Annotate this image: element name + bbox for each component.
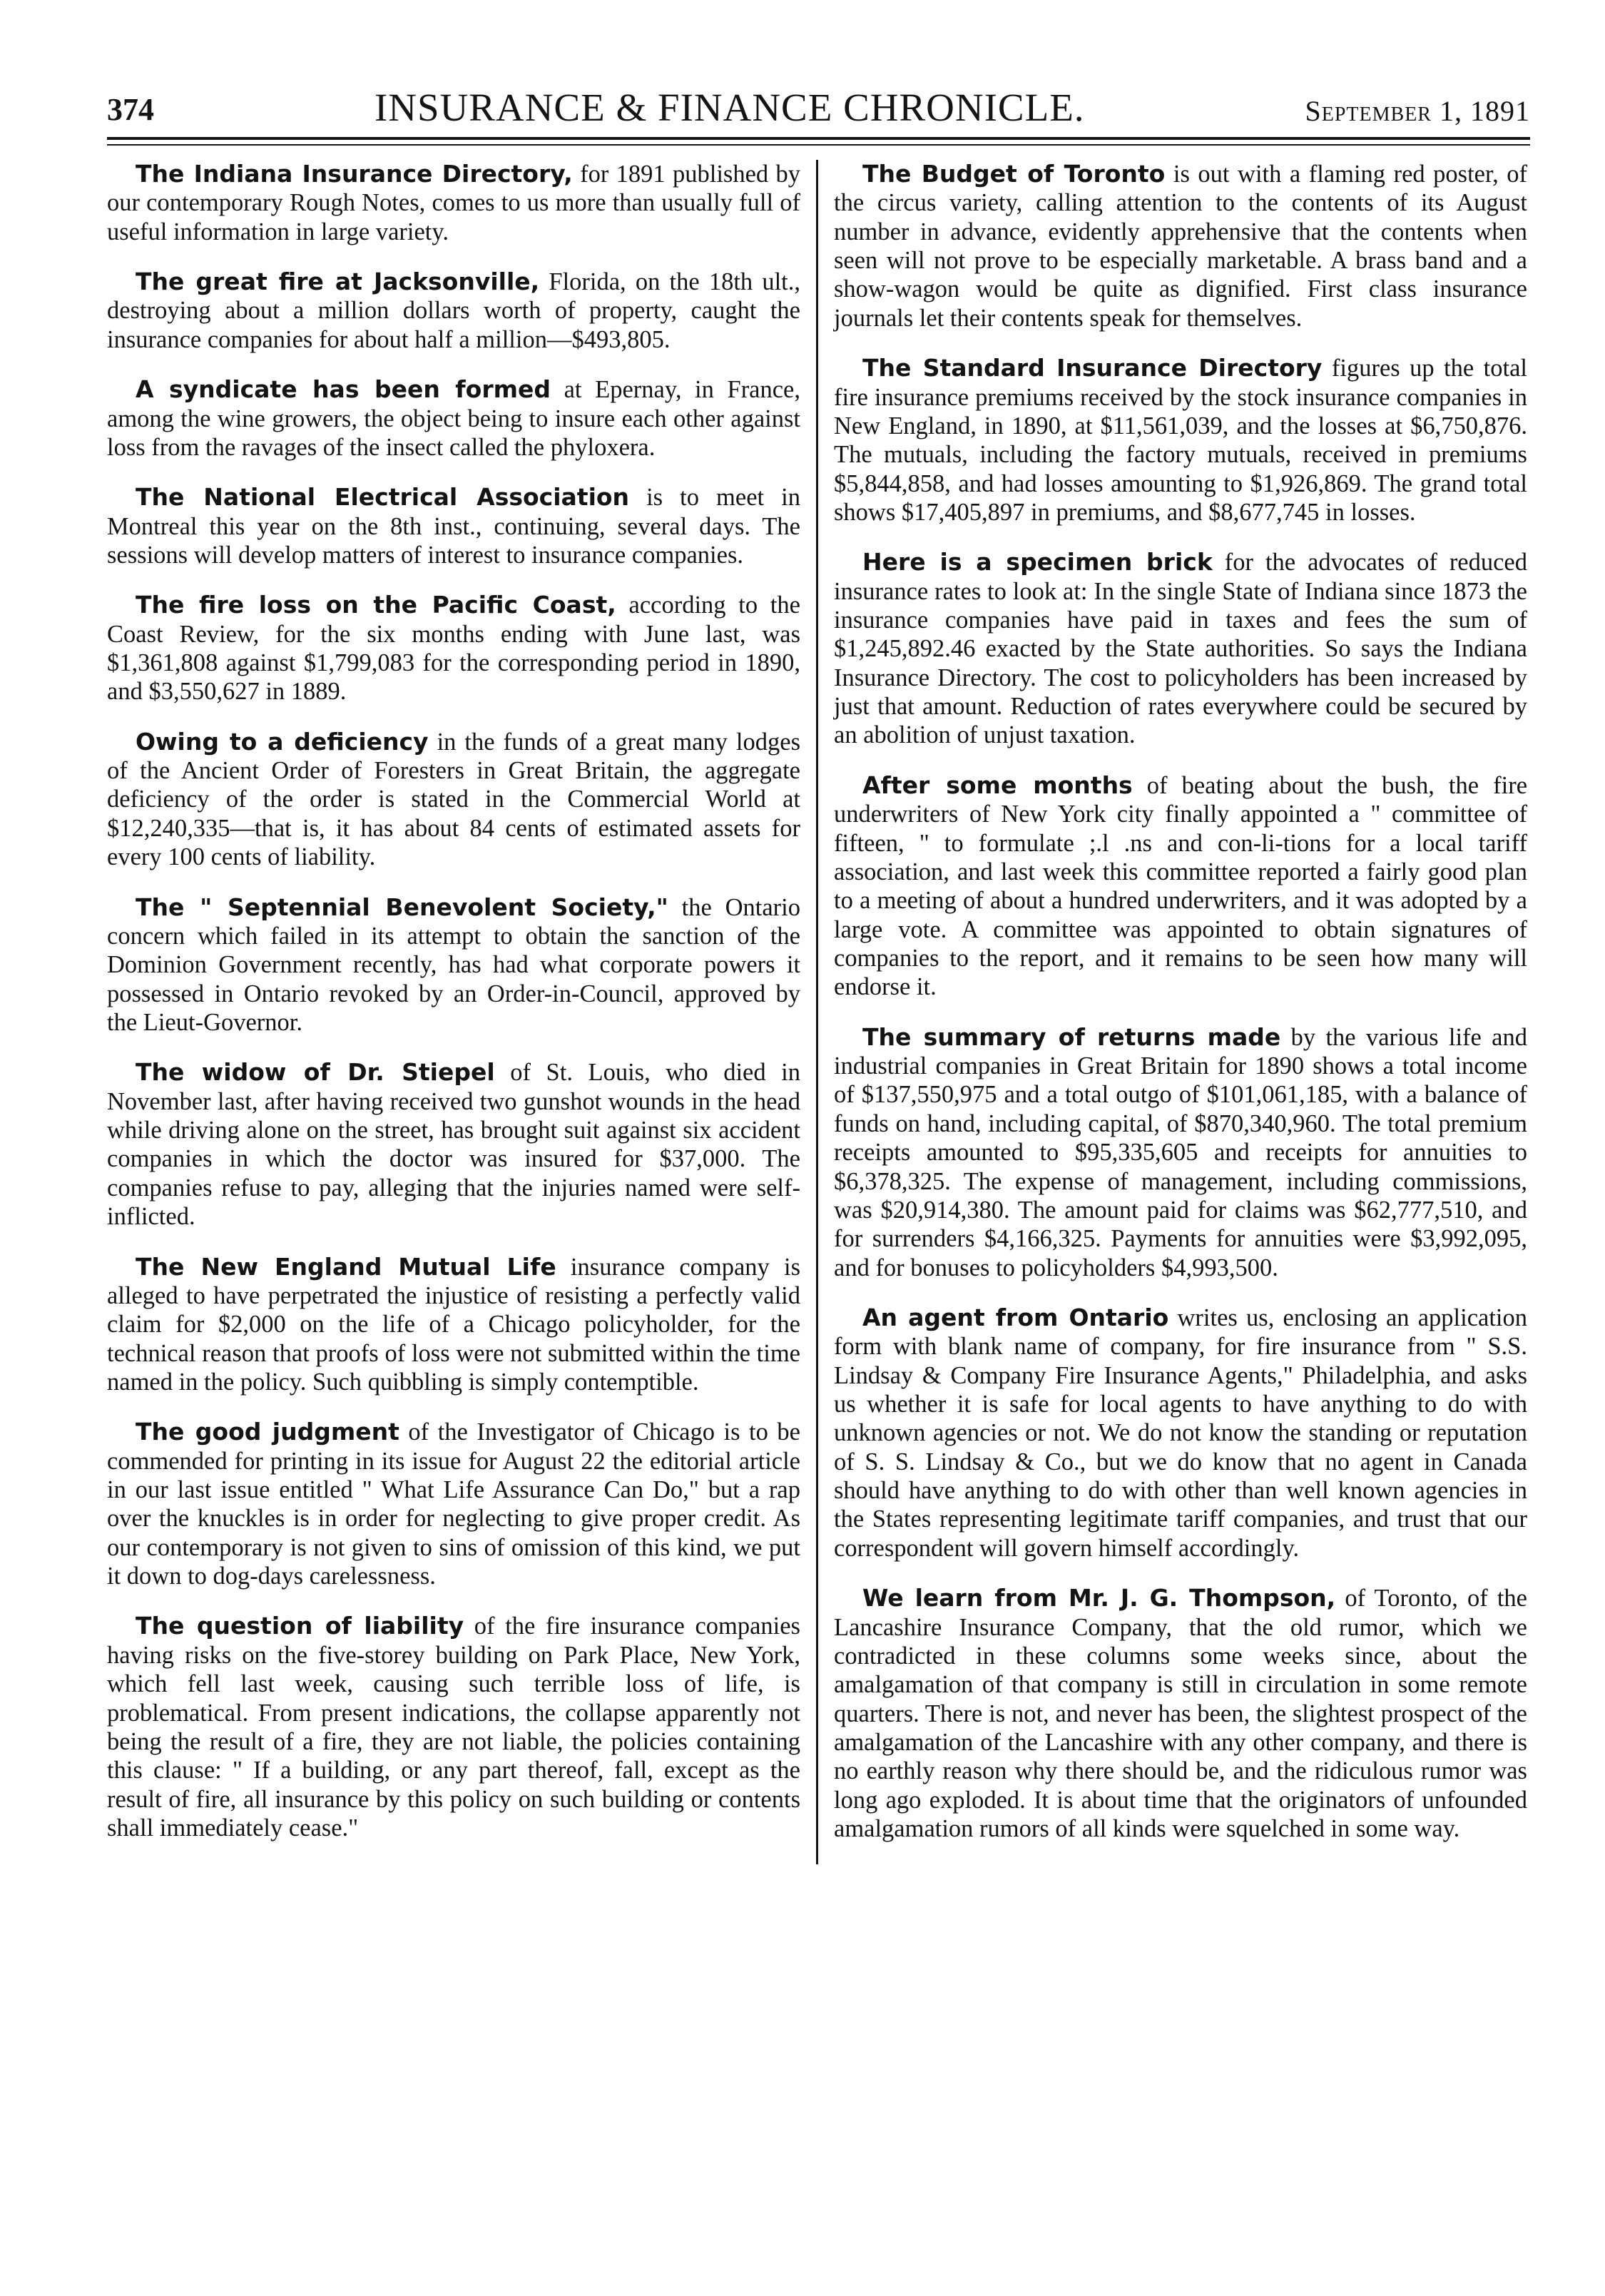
item-body: is out with a flaming red poster, of the circus variety, calling attention to the contents of its August number in advance, evidently apprehensive that the contents when seen will not prove to be especially marketable. A brass band and a show-wagon would be quite as dignified. First class insurance journals let their contents speak for themselves. [834,161,1527,332]
news-item [834,1304,1527,1563]
right-column [818,160,1527,1864]
item-body: of beating about the bush, the fire underwriters of New York city finally appointed a " committee of fifteen, " to formulate ;.l .ns and con-li-tions for a local tariff association, and last week this committee reported a fairly good plan to a meeting of about a hundred underwriters, and it was adopted by a large vote. A committee was appointed to obtain signatures of companies to the report, and it remains to be seen how many will endorse it. [834,771,1528,1001]
issue-date: September 1, 1891 [1305,95,1530,127]
news-item [107,1058,800,1231]
news-item [834,354,1527,527]
item-body: of the fire insurance companies having risks on the five-storey building on Park Place, New York, which fell last week, causing such terrible loss of life, is problematical. From present indications, the collapse apparently not being the result of a fire, they are not liable, the policies containing this clause: " If a building, or any part thereof, fall, except as the result of fire, all insurance by this policy on such building or contents shall immediately cease." [107,1612,800,1842]
item-lead: Here is a specimen brick [862,548,1213,576]
item-lead: The widow of Dr. Stiepel [136,1058,495,1087]
item-lead: The question of liability [136,1612,464,1640]
news-item [107,591,800,706]
news-item [107,1612,800,1842]
item-lead: The good judgment [136,1418,399,1446]
page-number: 374 [107,92,154,127]
item-lead: The " Septennial Benevolent Society," [136,893,668,921]
item-lead: The National Electrical Association [136,483,630,512]
item-lead: The New England Mutual Life [136,1252,556,1281]
item-body: in the funds of a great many lodges of the Ancient Order of Foresters in Great Britain, the aggregate deficiency of the order is stated in the Commercial World at $12,240,335—that is, it has about 84 cents of estimated assets for every 100 cents of liability. [107,728,800,871]
news-item [834,1584,1527,1843]
item-body: of St. Louis, who died in November last, after having received two gunshot wounds in the head while driving alone on the street, has brought suit against six accident companies in which the doctor was insured for $37,000. The companies refuse to pay, alleging that the injuries named were self-inflicted. [107,1059,800,1231]
item-lead: A syndicate has been formed [136,375,551,404]
item-lead: The Standard Insurance Directory [862,354,1323,382]
item-lead: The Budget of Toronto [862,160,1166,188]
article-columns [107,160,1530,1864]
item-body: of Toronto, of the Lancashire Insurance Company, that the old rumor, which we contradicted in these columns some weeks since, about the amalgamation of that company is still in circulation in some remote quarters. There is not, and never has been, the slightest prospect of the amalgamation of the Lancashire with any other company, and there is no earthly reason why there should be, and the ridiculous rumor was long ago exploded. It is about time that the originators of unfounded amalgamation rumors of all kinds were squelched in some way. [834,1585,1527,1843]
item-body: according to the Coast Review, for the six months ending with June last, was $1,361,808 against $1,799,083 for the corresponding period in 1890, and $3,550,627 in 1889. [107,591,800,706]
item-lead: The Indiana Insurance Directory, [136,160,573,188]
news-item [107,1253,800,1397]
item-body: the Ontario concern which failed in its attempt to obtain the sanction of the Dominion Government recently, has had what corporate powers it possessed in Ontario revoked by an Order-in-Council, approved by the Lieut-Governor. [107,893,800,1036]
newspaper-page [107,64,1530,2262]
item-body: is to meet in Montreal this year on the 8th inst., continuing, several days. The sessions will develop matters of interest to insurance companies. [107,484,800,569]
item-body: for the advocates of reduced insurance rates to look at: In the single State of Indiana since 1873 the insurance companies have paid in taxes and fees the sum of $1,245,892.46 exacted by the State authorities. So says the Indiana Insurance Directory. The cost to policyholders has been increased by just that amount. Reduction of rates everywhere could be secured by an abolition of unjust taxation. [834,549,1527,749]
item-lead: An agent from Ontario [862,1303,1169,1331]
header-rule-thin [107,144,1530,146]
item-lead: Owing to a deficiency [136,727,429,756]
news-item [107,268,800,354]
news-item [107,160,800,246]
news-item [834,1023,1527,1282]
header-rule [107,137,1530,140]
news-item [834,771,1527,1002]
item-body: insurance company is alleged to have perpetrated the injustice of resisting a perfectly valid claim for $2,000 on the life of a Chicago policyholder, for the technical reason that proofs of loss were not submitted within the time named in the policy. Such quibbling is simply contemptible. [107,1253,800,1396]
news-item [107,728,800,872]
journal-title: INSURANCE & FINANCE CHRONICLE. [374,86,1085,129]
item-body: Florida, on the 18th ult., destroying about a million dollars worth of property, caught the insurance companies for about half a million—$493,805. [107,268,800,353]
news-item [107,1418,800,1590]
news-item [107,375,800,462]
item-lead: After some months [862,771,1133,799]
item-lead: We learn from Mr. J. G. Thompson, [862,1584,1336,1612]
item-lead: The great fire at Jacksonville, [136,268,540,296]
item-body: at Epernay, in France, among the wine growers, the object being to insure each other against loss from the ravages of the insect called the phyloxera. [107,376,800,461]
item-lead: The fire loss on the Pacific Coast, [136,591,616,619]
page-header [107,64,1530,130]
item-body: figures up the total fire insurance premiums received by the stock insurance companies in New England, in 1890, at $11,561,039, and the losses at $6,750,876. The mutuals, including the factory mutuals, received in premiums $5,844,858, and had losses amounting to $1,926,869. The grand total shows $17,405,897 in premiums, and $8,677,745 in losses. [834,355,1527,526]
item-body: of the Investigator of Chicago is to be commended for printing in its issue for August 22 the editorial article in our last issue entitled " What Life Assurance Can Do," but a rap over the knuckles is in order for neglecting to give proper credit. As our contemporary is not given to sins of omission of this kind, we put it down to dog-days carelessness. [107,1418,800,1590]
item-body: for 1891 published by our contemporary Rough Notes, comes to us more than usually full of useful information in large variety. [107,161,800,245]
news-item [834,548,1527,750]
left-column [107,160,816,1864]
news-item [107,893,800,1037]
item-body: writes us, enclosing an application form with blank name of company, for fire insurance from " S.S. Lindsay & Company Fire Insurance Agents," Philadelphia, and asks us whether it is safe for local agents to have anything to do with unknown agencies or not. We do not know the standing or reputation of S. S. Lindsay & Co., but we do know that no agent in Canada should have anything to do with other than well known agencies in the States representing legitimate tariff companies, and trust that our correspondent will govern himself accordingly. [834,1304,1527,1562]
news-item [107,483,800,569]
news-item [834,160,1527,332]
item-body: by the various life and industrial companies in Great Britain for 1890 shows a total income of $137,550,975 and a total outgo of $101,061,185, with a balance of funds on hand, including capital, of $870,340,960. The total premium receipts amounted to $95,335,605 and receipts for annuities to $6,378,325. The expense of management, including commissions, was $20,914,380. The amount paid for claims was $62,777,510, and for surrenders $4,166,325. Payments for annuities were $3,992,095, and for bonuses to policyholders $4,993,500. [834,1023,1527,1281]
item-lead: The summary of returns made [862,1022,1281,1051]
